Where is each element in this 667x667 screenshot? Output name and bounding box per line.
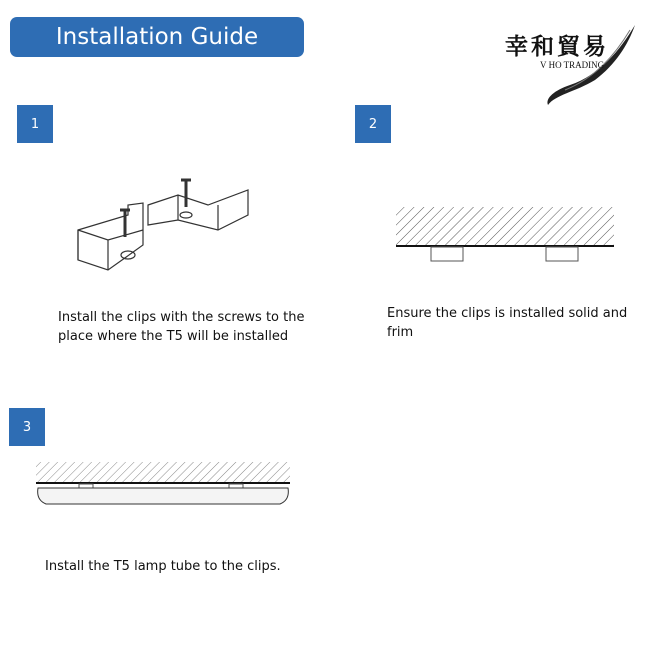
step-2-badge: 2 [355, 105, 391, 143]
step-3-badge: 3 [9, 408, 45, 446]
clips-mounted-illustration [396, 205, 618, 267]
step-1-badge: 1 [17, 105, 53, 143]
clips-screws-illustration [68, 175, 258, 285]
lamp-tube-illustration [34, 460, 294, 510]
step-3-text: Install the T5 lamp tube to the clips. [45, 559, 281, 574]
logo-chinese: 幸和貿易 [505, 33, 609, 60]
step-2-text: Ensure the clips is installed solid and frim [387, 306, 628, 340]
step-1-text: Install the clips with the screws to the place where the T5 will be installed [58, 310, 305, 344]
page-title: Installation Guide [10, 17, 304, 57]
logo-english: V HO TRADING [540, 60, 605, 70]
